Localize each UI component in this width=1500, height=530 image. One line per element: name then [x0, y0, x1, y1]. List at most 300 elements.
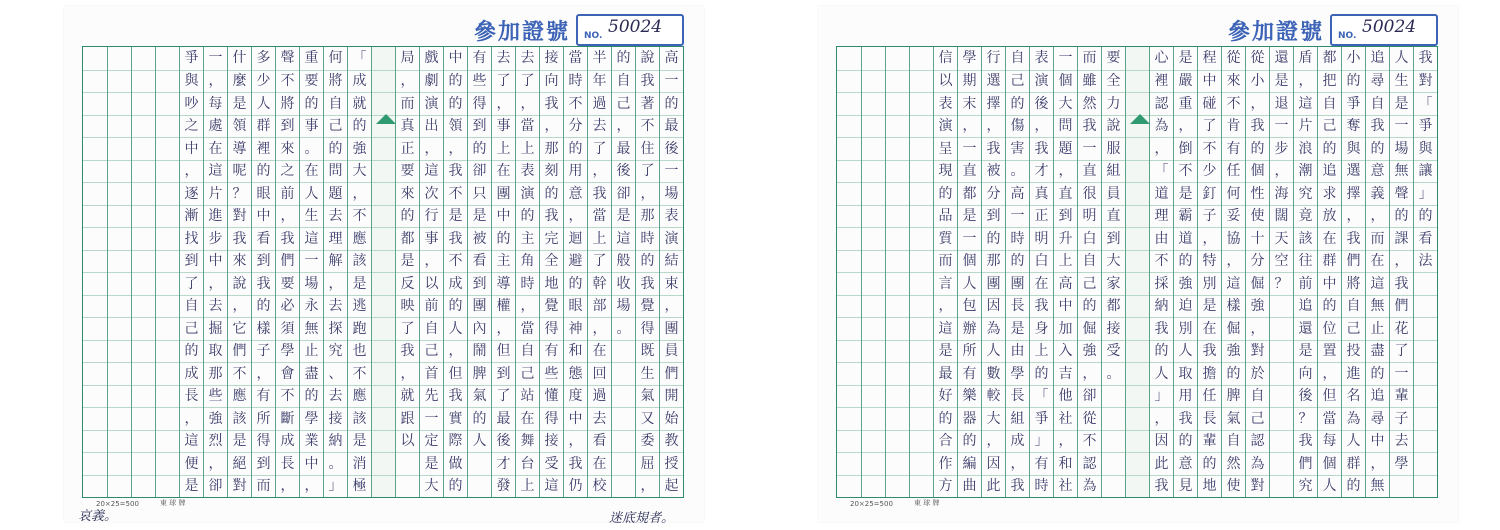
grid-cell: 但: [1318, 385, 1341, 408]
grid-cell: 自: [420, 317, 443, 340]
grid-cell: 在: [516, 407, 539, 430]
grid-cell: [83, 227, 107, 250]
grid-cell: 出: [420, 115, 443, 138]
grid-cell: [862, 362, 885, 385]
grid-cell: 我: [588, 182, 611, 205]
grid-cell: 來: [276, 137, 299, 160]
grid-cell: 跟: [396, 407, 419, 430]
grid-cell: 生: [1390, 70, 1413, 93]
grid-cell: [372, 317, 395, 340]
grid-cell: [132, 407, 155, 430]
grid-cell: 大: [1054, 92, 1077, 115]
grid-cell: 去: [204, 295, 227, 318]
grid-cell: [886, 160, 909, 183]
grid-cell: 到: [180, 250, 203, 273]
grid-cell: 的: [958, 430, 981, 453]
grid-cell: 來: [1222, 70, 1245, 93]
grid-cell: 長: [1006, 295, 1029, 318]
grid-cell: ，: [636, 475, 659, 498]
grid-cell: 絕: [228, 452, 251, 475]
grid-cell: 避: [564, 250, 587, 273]
grid-cell: [837, 250, 861, 273]
grid-cell: 「: [1150, 160, 1173, 183]
grid-cell: 始: [660, 407, 683, 430]
grid-cell: [886, 250, 909, 273]
grid-cell: ，: [1270, 160, 1293, 183]
fold-marker-icon: [376, 114, 396, 124]
grid-cell: ，: [982, 115, 1005, 138]
grid-cell: [910, 137, 933, 160]
grid-cell: ，: [564, 205, 587, 228]
number-prefix: NO.: [584, 31, 603, 41]
grid-cell: ，: [1150, 137, 1173, 160]
grid-cell: 說: [228, 272, 251, 295]
grid-cell: 對: [1246, 340, 1269, 363]
grid-cell: 」: [1030, 430, 1053, 453]
grid-cell: [83, 272, 107, 295]
grid-cell: 是: [1270, 70, 1293, 93]
grid-cell: [372, 205, 395, 228]
grid-cell: [372, 182, 395, 205]
grid-cell: [468, 475, 491, 498]
grid-cell: 品: [934, 205, 957, 228]
grid-cell: 追: [1370, 50, 1385, 67]
grid-cell: 而: [1366, 227, 1389, 250]
grid-cell: 花: [1390, 317, 1413, 340]
grid-cell: 我: [444, 160, 467, 183]
grid-cell: 義: [1366, 182, 1389, 205]
grid-cell: 這: [180, 430, 203, 453]
grid-cell: 些: [204, 385, 227, 408]
grid-cell: 聲: [280, 50, 295, 67]
grid-cell: 來: [396, 182, 419, 205]
grid-cell: [1126, 430, 1149, 453]
grid-cell: 對: [1246, 475, 1269, 498]
grid-cell: 的: [616, 50, 631, 67]
grid-cell: [886, 227, 909, 250]
grid-cell: [910, 452, 933, 475]
grid-cell: 一: [1006, 205, 1029, 228]
grid-cell: 十: [1246, 227, 1269, 250]
grid-cell: 的: [252, 160, 275, 183]
grid-cell: [132, 227, 155, 250]
grid-cell: 我: [1006, 475, 1029, 498]
grid-cell: 的: [1006, 92, 1029, 115]
grid-cell: 裡: [252, 137, 275, 160]
grid-cell: 這: [204, 160, 227, 183]
grid-cell: 一: [958, 137, 981, 160]
grid-cell: 就: [396, 385, 419, 408]
grid-cell: 的: [1246, 137, 1269, 160]
grid-cell: 傷: [1006, 115, 1029, 138]
grid-cell: 導: [492, 272, 515, 295]
grid-cell: [886, 430, 909, 453]
grid-cell: 不: [228, 362, 251, 385]
grid-cell: 局: [400, 50, 415, 67]
grid-cell: 場: [660, 182, 683, 205]
grid-cell: ，: [958, 115, 981, 138]
grid-cell: [372, 92, 395, 115]
grid-cell: 吵: [180, 92, 203, 115]
grid-cell: 我: [1366, 115, 1389, 138]
grid-cell: 輩: [1390, 385, 1413, 408]
grid-cell: 會: [276, 362, 299, 385]
grid-cell: 上: [1054, 250, 1077, 273]
grid-cell: 理: [1150, 205, 1173, 228]
grid-cell: 自: [1222, 430, 1245, 453]
grid-cell: [886, 92, 909, 115]
grid-cell: [372, 250, 395, 273]
grid-cell: [837, 407, 861, 430]
grid-cell: 極: [348, 475, 371, 498]
grid-cell: [886, 137, 909, 160]
grid-cell: [132, 340, 155, 363]
grid-cell: 意: [564, 182, 587, 205]
grid-cell: 我: [1198, 340, 1221, 363]
grid-cell: 在: [300, 160, 323, 183]
grid-cell: 器: [958, 407, 981, 430]
grid-cell: 團: [468, 295, 491, 318]
grid-cell: [837, 475, 861, 498]
grid-cell: [837, 182, 861, 205]
grid-cell: 由: [1150, 227, 1173, 250]
grid-cell: [132, 317, 155, 340]
grid-cell: ，: [1198, 227, 1221, 250]
grid-cell: 團: [660, 317, 683, 340]
grid-cell: [886, 475, 909, 498]
grid-cell: ，: [252, 362, 275, 385]
grid-cell: 是: [348, 430, 371, 453]
grid-cell: 還: [1274, 50, 1289, 67]
grid-cell: 後: [612, 160, 635, 183]
grid-cell: 使: [1222, 475, 1245, 498]
grid-cell: [1126, 452, 1149, 475]
grid-cell: [1390, 475, 1413, 498]
grid-cell: 開: [660, 385, 683, 408]
grid-cell: 這: [934, 317, 957, 340]
grid-cell: 成: [1006, 430, 1029, 453]
grid-cell: [1126, 295, 1149, 318]
grid-cell: 行: [986, 50, 1001, 67]
manuscript-column: [587, 47, 611, 497]
grid-cell: 來: [228, 250, 251, 273]
grid-cell: [83, 205, 107, 228]
grid-cell: [612, 407, 635, 430]
grid-cell: [156, 182, 179, 205]
grid-cell: 而: [1082, 50, 1097, 67]
grid-cell: 自: [324, 92, 347, 115]
grid-cell: [1126, 250, 1149, 273]
grid-cell: 意: [1174, 452, 1197, 475]
grid-cell: 長: [276, 452, 299, 475]
grid-cell: ，: [564, 430, 587, 453]
manuscript-page-right: [818, 6, 1458, 522]
grid-cell: ，: [1078, 362, 1101, 385]
grid-cell: [372, 295, 395, 318]
grid-cell: [108, 430, 131, 453]
grid-cell: [396, 452, 419, 475]
manuscript-column: [515, 47, 539, 497]
grid-cell: 倔: [1078, 317, 1101, 340]
grid-cell: [156, 362, 179, 385]
grid-cell: 「: [1414, 92, 1437, 115]
grid-cell: 是: [612, 205, 635, 228]
grid-cell: 的: [348, 115, 371, 138]
grid-cell: [83, 430, 107, 453]
grid-cell: 自: [180, 295, 203, 318]
grid-cell: [132, 137, 155, 160]
grid-cell: [1414, 362, 1437, 385]
grid-cell: 肯: [1222, 115, 1245, 138]
grid-cell: 為: [1342, 407, 1365, 430]
grid-cell: [132, 475, 155, 498]
grid-cell: 了: [1390, 340, 1413, 363]
participation-number: 50024: [1362, 17, 1417, 37]
grid-cell: ，: [516, 295, 539, 318]
grid-cell: [886, 340, 909, 363]
grid-cell: 迫: [1174, 295, 1197, 318]
grid-cell: 分: [564, 115, 587, 138]
grid-cell: 樣: [1222, 295, 1245, 318]
grid-cell: [132, 362, 155, 385]
grid-cell: [1270, 475, 1293, 498]
grid-cell: ，: [660, 295, 683, 318]
grid-cell: 演: [934, 115, 957, 138]
grid-cell: 人: [1394, 50, 1409, 67]
grid-cell: 舞: [516, 430, 539, 453]
grid-cell: 於: [1246, 362, 1269, 385]
grid-cell: [156, 317, 179, 340]
grid-cell: [1270, 452, 1293, 475]
grid-cell: 為: [1246, 452, 1269, 475]
grid-cell: 」: [324, 475, 347, 498]
grid-cell: 對: [228, 475, 251, 498]
grid-cell: 了: [492, 385, 515, 408]
manuscript-column: [347, 47, 371, 497]
grid-cell: 群: [1318, 250, 1341, 273]
grid-cell: 竟: [1294, 205, 1317, 228]
grid-cell: [108, 137, 131, 160]
grid-cell: 是: [1006, 317, 1029, 340]
grid-cell: 站: [516, 385, 539, 408]
grid-cell: 裡: [1150, 70, 1173, 93]
grid-cell: [1270, 430, 1293, 453]
grid-cell: 長: [180, 385, 203, 408]
grid-cell: 人: [982, 340, 1005, 363]
grid-cell: [612, 475, 635, 498]
grid-cell: 認: [1246, 430, 1269, 453]
grid-cell: ，: [588, 160, 611, 183]
grid-cell: 後: [1030, 92, 1053, 115]
manuscript-column: [1101, 47, 1125, 497]
grid-cell: [1414, 272, 1437, 295]
grid-cell: 中: [1054, 295, 1077, 318]
grid-cell: 因: [1150, 430, 1173, 453]
grid-cell: 因: [982, 295, 1005, 318]
grid-cell: 逃: [348, 295, 371, 318]
grid-cell: [372, 362, 395, 385]
grid-cell: 劇: [420, 70, 443, 93]
grid-cell: [910, 250, 933, 273]
grid-cell: [372, 227, 395, 250]
grid-cell: 一: [660, 160, 683, 183]
grid-cell: 看: [588, 430, 611, 453]
grid-cell: 說: [1102, 115, 1125, 138]
grid-cell: 演: [420, 92, 443, 115]
grid-cell: 一: [958, 227, 981, 250]
grid-cell: 全: [540, 250, 563, 273]
grid-cell: [132, 182, 155, 205]
grid-cell: 人: [1150, 362, 1173, 385]
grid-cell: ，: [444, 340, 467, 363]
grid-cell: 演: [1030, 70, 1053, 93]
grid-cell: 不: [564, 92, 587, 115]
grid-cell: 課: [1390, 227, 1413, 250]
grid-cell: 強: [1078, 340, 1101, 363]
grid-cell: 際: [444, 430, 467, 453]
grid-cell: 有: [958, 362, 981, 385]
grid-cell: 半: [592, 50, 607, 67]
manuscript-column: [395, 47, 419, 497]
grid-cell: 起: [660, 475, 683, 498]
grid-cell: [837, 452, 861, 475]
grid-cell: 。: [300, 137, 323, 160]
grid-cell: 的: [636, 250, 659, 273]
grid-cell: 那: [636, 205, 659, 228]
grid-cell: [372, 430, 395, 453]
grid-cell: 最: [492, 407, 515, 430]
grid-cell: [1126, 205, 1149, 228]
grid-cell: [83, 362, 107, 385]
grid-cell: [837, 70, 861, 93]
grid-cell: 中: [492, 205, 515, 228]
grid-cell: 的: [1342, 475, 1365, 498]
grid-cell: 讓: [1414, 160, 1437, 183]
grid-cell: 群: [1342, 452, 1365, 475]
grid-cell: 我: [1390, 272, 1413, 295]
grid-cell: [886, 317, 909, 340]
grid-cell: 收: [612, 272, 635, 295]
grid-cell: [108, 452, 131, 475]
grid-cell: [910, 182, 933, 205]
page-header: [474, 14, 684, 46]
grid-cell: 天: [1270, 227, 1293, 250]
grid-cell: [372, 160, 395, 183]
manuscript-column: [933, 47, 957, 497]
grid-cell: 成: [348, 70, 371, 93]
grid-cell: [1270, 385, 1293, 408]
grid-cell: 些: [540, 362, 563, 385]
grid-cell: 當: [1318, 407, 1341, 430]
grid-cell: 權: [492, 295, 515, 318]
grid-cell: 消: [348, 452, 371, 475]
grid-cell: [862, 182, 885, 205]
grid-cell: 又: [636, 407, 659, 430]
manuscript-column: [539, 47, 563, 497]
grid-cell: [83, 115, 107, 138]
grid-cell: 倔: [1246, 272, 1269, 295]
grid-cell: 很: [1078, 182, 1101, 205]
grid-cell: ，: [492, 92, 515, 115]
grid-cell: 有: [1030, 452, 1053, 475]
grid-cell: [862, 430, 885, 453]
grid-cell: 的: [1006, 250, 1029, 273]
grid-cell: ，: [1318, 362, 1341, 385]
manuscript-column: [1389, 47, 1413, 497]
grid-cell: 不: [1150, 250, 1173, 273]
grid-cell: [910, 385, 933, 408]
grid-cell: 因: [982, 452, 1005, 475]
grid-cell: 自: [1366, 92, 1389, 115]
grid-cell: [910, 205, 933, 228]
grid-cell: 過: [588, 385, 611, 408]
grid-cell: 接: [544, 50, 559, 67]
grid-cell: 己: [1318, 115, 1341, 138]
participation-number-title: 參加證號: [473, 18, 570, 45]
grid-cell: 問: [1054, 115, 1077, 138]
grid-cell: [108, 385, 131, 408]
grid-cell: [862, 452, 885, 475]
grid-cell: [83, 340, 107, 363]
grid-cell: [837, 295, 861, 318]
grid-cell: 的: [252, 295, 275, 318]
grid-cell: ，: [276, 475, 299, 498]
grid-cell: 不: [1174, 160, 1197, 183]
grid-cell: 懂: [540, 385, 563, 408]
grid-cell: 。: [612, 317, 635, 340]
grid-cell: ，: [612, 115, 635, 138]
grid-cell: 自: [516, 340, 539, 363]
grid-cell: 所: [252, 407, 275, 430]
grid-cell: [108, 250, 131, 273]
grid-cell: [837, 115, 861, 138]
grid-cell: 是: [396, 250, 419, 273]
grid-cell: 步: [1270, 137, 1293, 160]
manuscript-column: [1365, 47, 1389, 497]
grid-cell: [862, 47, 885, 70]
grid-cell: 的: [982, 227, 1005, 250]
manuscript-column: [299, 47, 323, 497]
grid-cell: 包: [958, 295, 981, 318]
grid-cell: 是: [180, 475, 203, 498]
grid-cell: 作: [934, 452, 957, 475]
grid-cell: 期: [958, 70, 981, 93]
grid-cell: 看: [1414, 227, 1437, 250]
grid-cell: 從: [1226, 50, 1241, 67]
grid-cell: 導: [228, 137, 251, 160]
grid-cell: [1270, 340, 1293, 363]
grid-cell: 後: [492, 430, 515, 453]
grid-cell: 退: [1270, 92, 1293, 115]
grid-cell: 而: [252, 475, 275, 498]
grid-cell: [910, 430, 933, 453]
grid-cell: 內: [468, 317, 491, 340]
grid-cell: 心: [1154, 50, 1169, 67]
grid-cell: 人: [468, 430, 491, 453]
grid-cell: 子: [252, 340, 275, 363]
grid-cell: ，: [276, 205, 299, 228]
grid-cell: 個: [1054, 70, 1077, 93]
grid-cell: 跑: [348, 317, 371, 340]
manuscript-column: [131, 47, 155, 497]
grid-cell: [83, 317, 107, 340]
grid-cell: ，: [1366, 452, 1389, 475]
grid-cell: ，: [1366, 205, 1389, 228]
grid-cell: 浪: [1294, 137, 1317, 160]
grid-cell: 的: [660, 92, 683, 115]
grid-cell: [837, 430, 861, 453]
grid-cell: [862, 385, 885, 408]
